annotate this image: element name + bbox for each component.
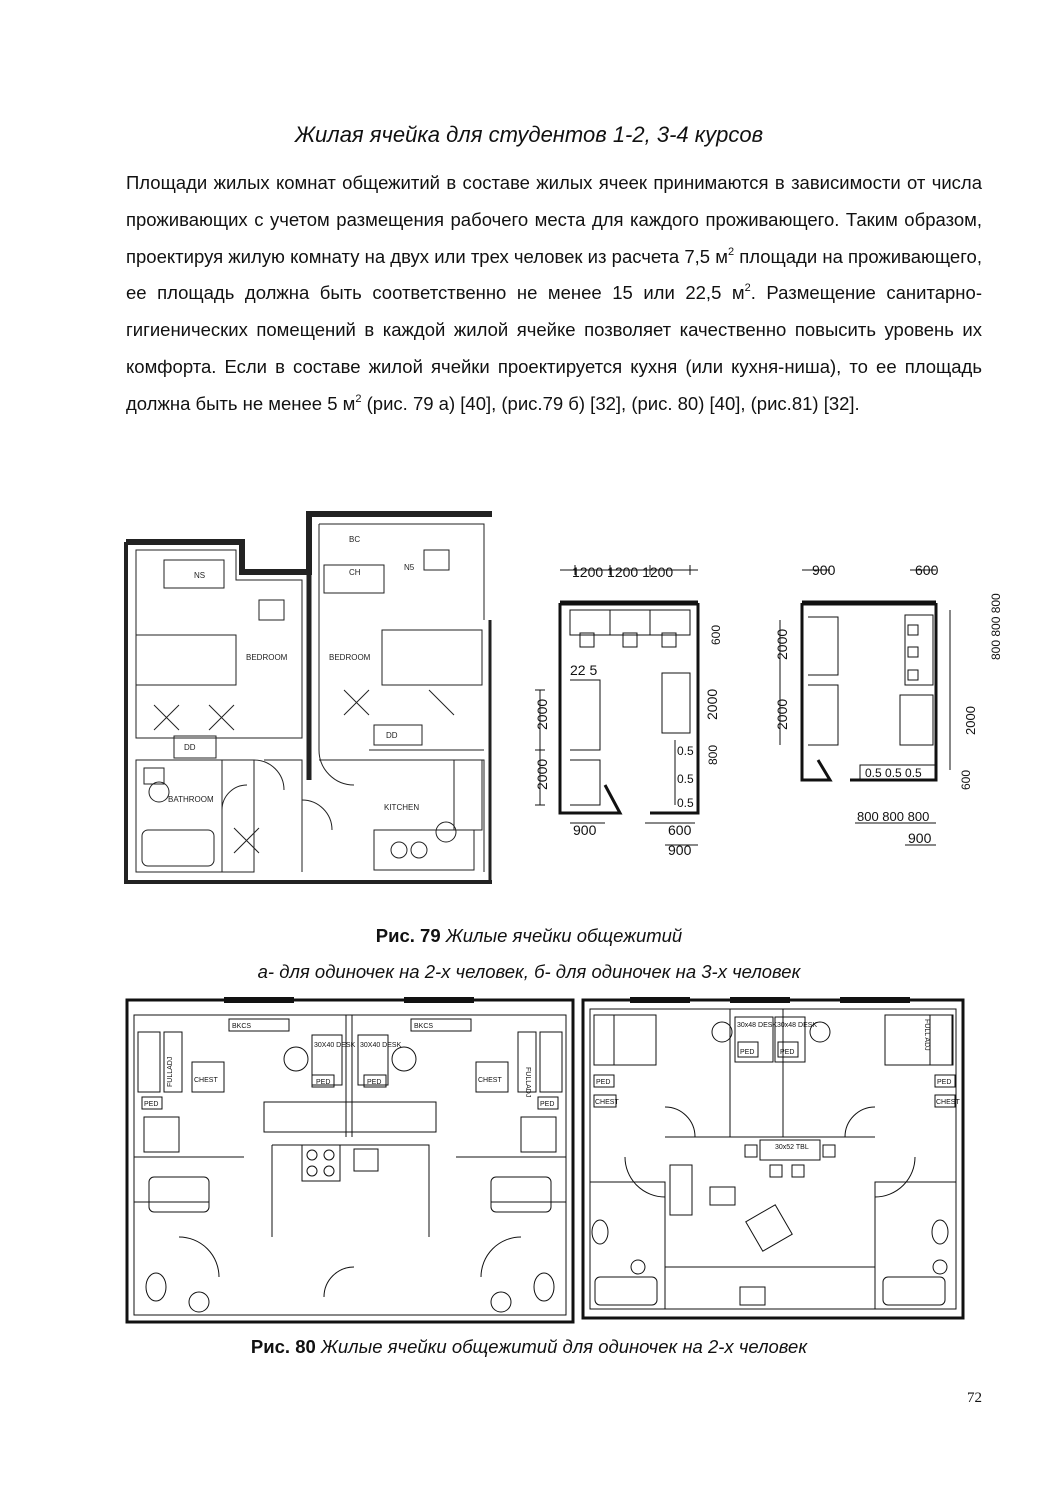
paragraph-text-3: . Размещение санитарно-гигиенических помещений в каждой жилой ячейке позволяет качественно повысить уровень их комфорта. Если в составе жилой ячейки проектируется кухня (или кухня-ниша), то ее площадь должна быть не менее 5 м (126, 282, 982, 414)
label-dd-right: DD (386, 731, 398, 740)
dim-2000-a: 2000 (534, 698, 550, 730)
label-ns: NS (194, 571, 206, 580)
dim-2000-c: 2000 (704, 688, 720, 720)
label-dd-left: DD (184, 743, 196, 752)
label-ped-4: PED (937, 1079, 952, 1086)
label-ped-1: PED (740, 1049, 755, 1056)
caption-80-title: Жилые ячейки общежитий для одиночек на 2-х человек (315, 1336, 808, 1357)
superscript-1: 2 (727, 245, 735, 258)
dim-2000-a: 2000 (774, 628, 790, 660)
figure-80a-floorplan (124, 997, 576, 1327)
dim-right-2000: 2000 (963, 706, 978, 735)
dim-2000-b: 2000 (774, 698, 790, 730)
body-paragraph (126, 165, 982, 423)
dim-bottom-900b: 900 (668, 842, 692, 858)
label-ch: CH (349, 568, 361, 577)
dim-2000-b: 2000 (534, 758, 550, 790)
label-ped-3: PED (596, 1079, 611, 1086)
dim-05s: 0.5 0.5 0.5 (865, 766, 922, 780)
label-ped-2: PED (367, 1079, 382, 1086)
label-bathroom: BATHROOM (168, 795, 214, 804)
caption-figure-79 (0, 925, 1058, 947)
dim-bottom-900: 900 (573, 822, 597, 838)
figure-79a-floorplan (124, 510, 494, 886)
label-ped-1: PED (316, 1079, 331, 1086)
dim-05-c: 0.5 (677, 796, 694, 810)
dim-05-a: 0.5 (677, 744, 694, 758)
caption-figure-80 (0, 1336, 1058, 1358)
label-desk-1: 30x48 DESK (737, 1022, 778, 1029)
dim-right-600: 600 (959, 769, 973, 790)
label-fulladj: FULL ADJ (923, 1019, 930, 1051)
label-ped-4: PED (540, 1101, 555, 1108)
label-table: 30x52 TBL (775, 1144, 809, 1151)
caption-79-subtitle: а- для одиночек на 2-х человек, б- для одиночек на 3-х человек (257, 961, 801, 982)
dim-800: 800 (706, 744, 720, 765)
dim-05-b: 0.5 (677, 772, 694, 786)
label-chest-2: CHEST (478, 1077, 502, 1084)
label-chest-2: CHEST (936, 1099, 960, 1106)
label-fulladj-2: FULLADJ (524, 1067, 531, 1098)
figure-80b-floorplan (580, 997, 966, 1322)
label-desk-1: 30X40 DESK (314, 1042, 356, 1049)
dim-bottom-600: 600 (668, 822, 692, 838)
superscript-2: 2 (744, 282, 751, 295)
figure-79b-plan-2-person (760, 555, 1003, 855)
label-chest-1: CHEST (194, 1077, 218, 1084)
dim-top-600: 600 (915, 562, 939, 578)
label-bkcs-1: BKCS (232, 1023, 252, 1030)
label-kitchen: KITCHEN (384, 803, 420, 812)
dim-top: 1200 1200 1200 (572, 564, 674, 580)
superscript-3: 2 (355, 392, 362, 405)
dim-top-900: 900 (812, 562, 836, 578)
label-fulladj-1: FULLADJ (167, 1056, 174, 1087)
dim-bottom-900: 900 (908, 830, 932, 846)
caption-79-label: Рис. 79 (375, 925, 441, 946)
label-desk-2: 30x48 DESK (777, 1022, 818, 1029)
caption-79-title: Жилые ячейки общежитий (440, 925, 683, 946)
dim-bottom-800s: 800 800 800 (857, 809, 930, 824)
label-ped-2: PED (780, 1049, 795, 1056)
figure-79b-plan-3-person (520, 555, 725, 860)
dim-600: 600 (709, 624, 723, 645)
label-bkcs-2: BKCS (414, 1023, 434, 1030)
caption-figure-79-sub (0, 961, 1058, 983)
label-chest-1: CHEST (595, 1099, 619, 1106)
label-desk-2: 30X40 DESK (360, 1042, 402, 1049)
label-bedroom-right: BEDROOM (329, 653, 371, 662)
label-bedroom-left: BEDROOM (246, 653, 288, 662)
page-number: 72 (967, 1390, 982, 1406)
label-n5: N5 (404, 563, 415, 572)
paragraph-text-4: (рис. 79 а) [40], (рис.79 б) [32], (рис. 80) [40], (рис.81) [32]. (361, 392, 860, 414)
caption-80-label: Рис. 80 (250, 1336, 316, 1357)
paragraph-text-1: Площади жилых комнат общежитий в составе жилых ячеек принимаются в зависимости от числа проживающих с учетом размещения рабочего места для каждого проживающего. Таким образом, проектируя жилую комнату на двух или трех человек из расчета 7,5 м (126, 172, 982, 267)
label-ped-3: PED (144, 1101, 159, 1108)
section-heading: Жилая ячейка для студентов 1-2, 3-4 курсов (294, 122, 764, 147)
dim-225: 22 5 (570, 662, 598, 678)
label-bc: BC (349, 535, 361, 544)
paragraph-text-2: площади на проживающего, ее площадь должна быть соответственно не менее 15 или 22,5 м (126, 245, 982, 304)
dim-right-800s: 800 800 800 (989, 593, 1003, 660)
